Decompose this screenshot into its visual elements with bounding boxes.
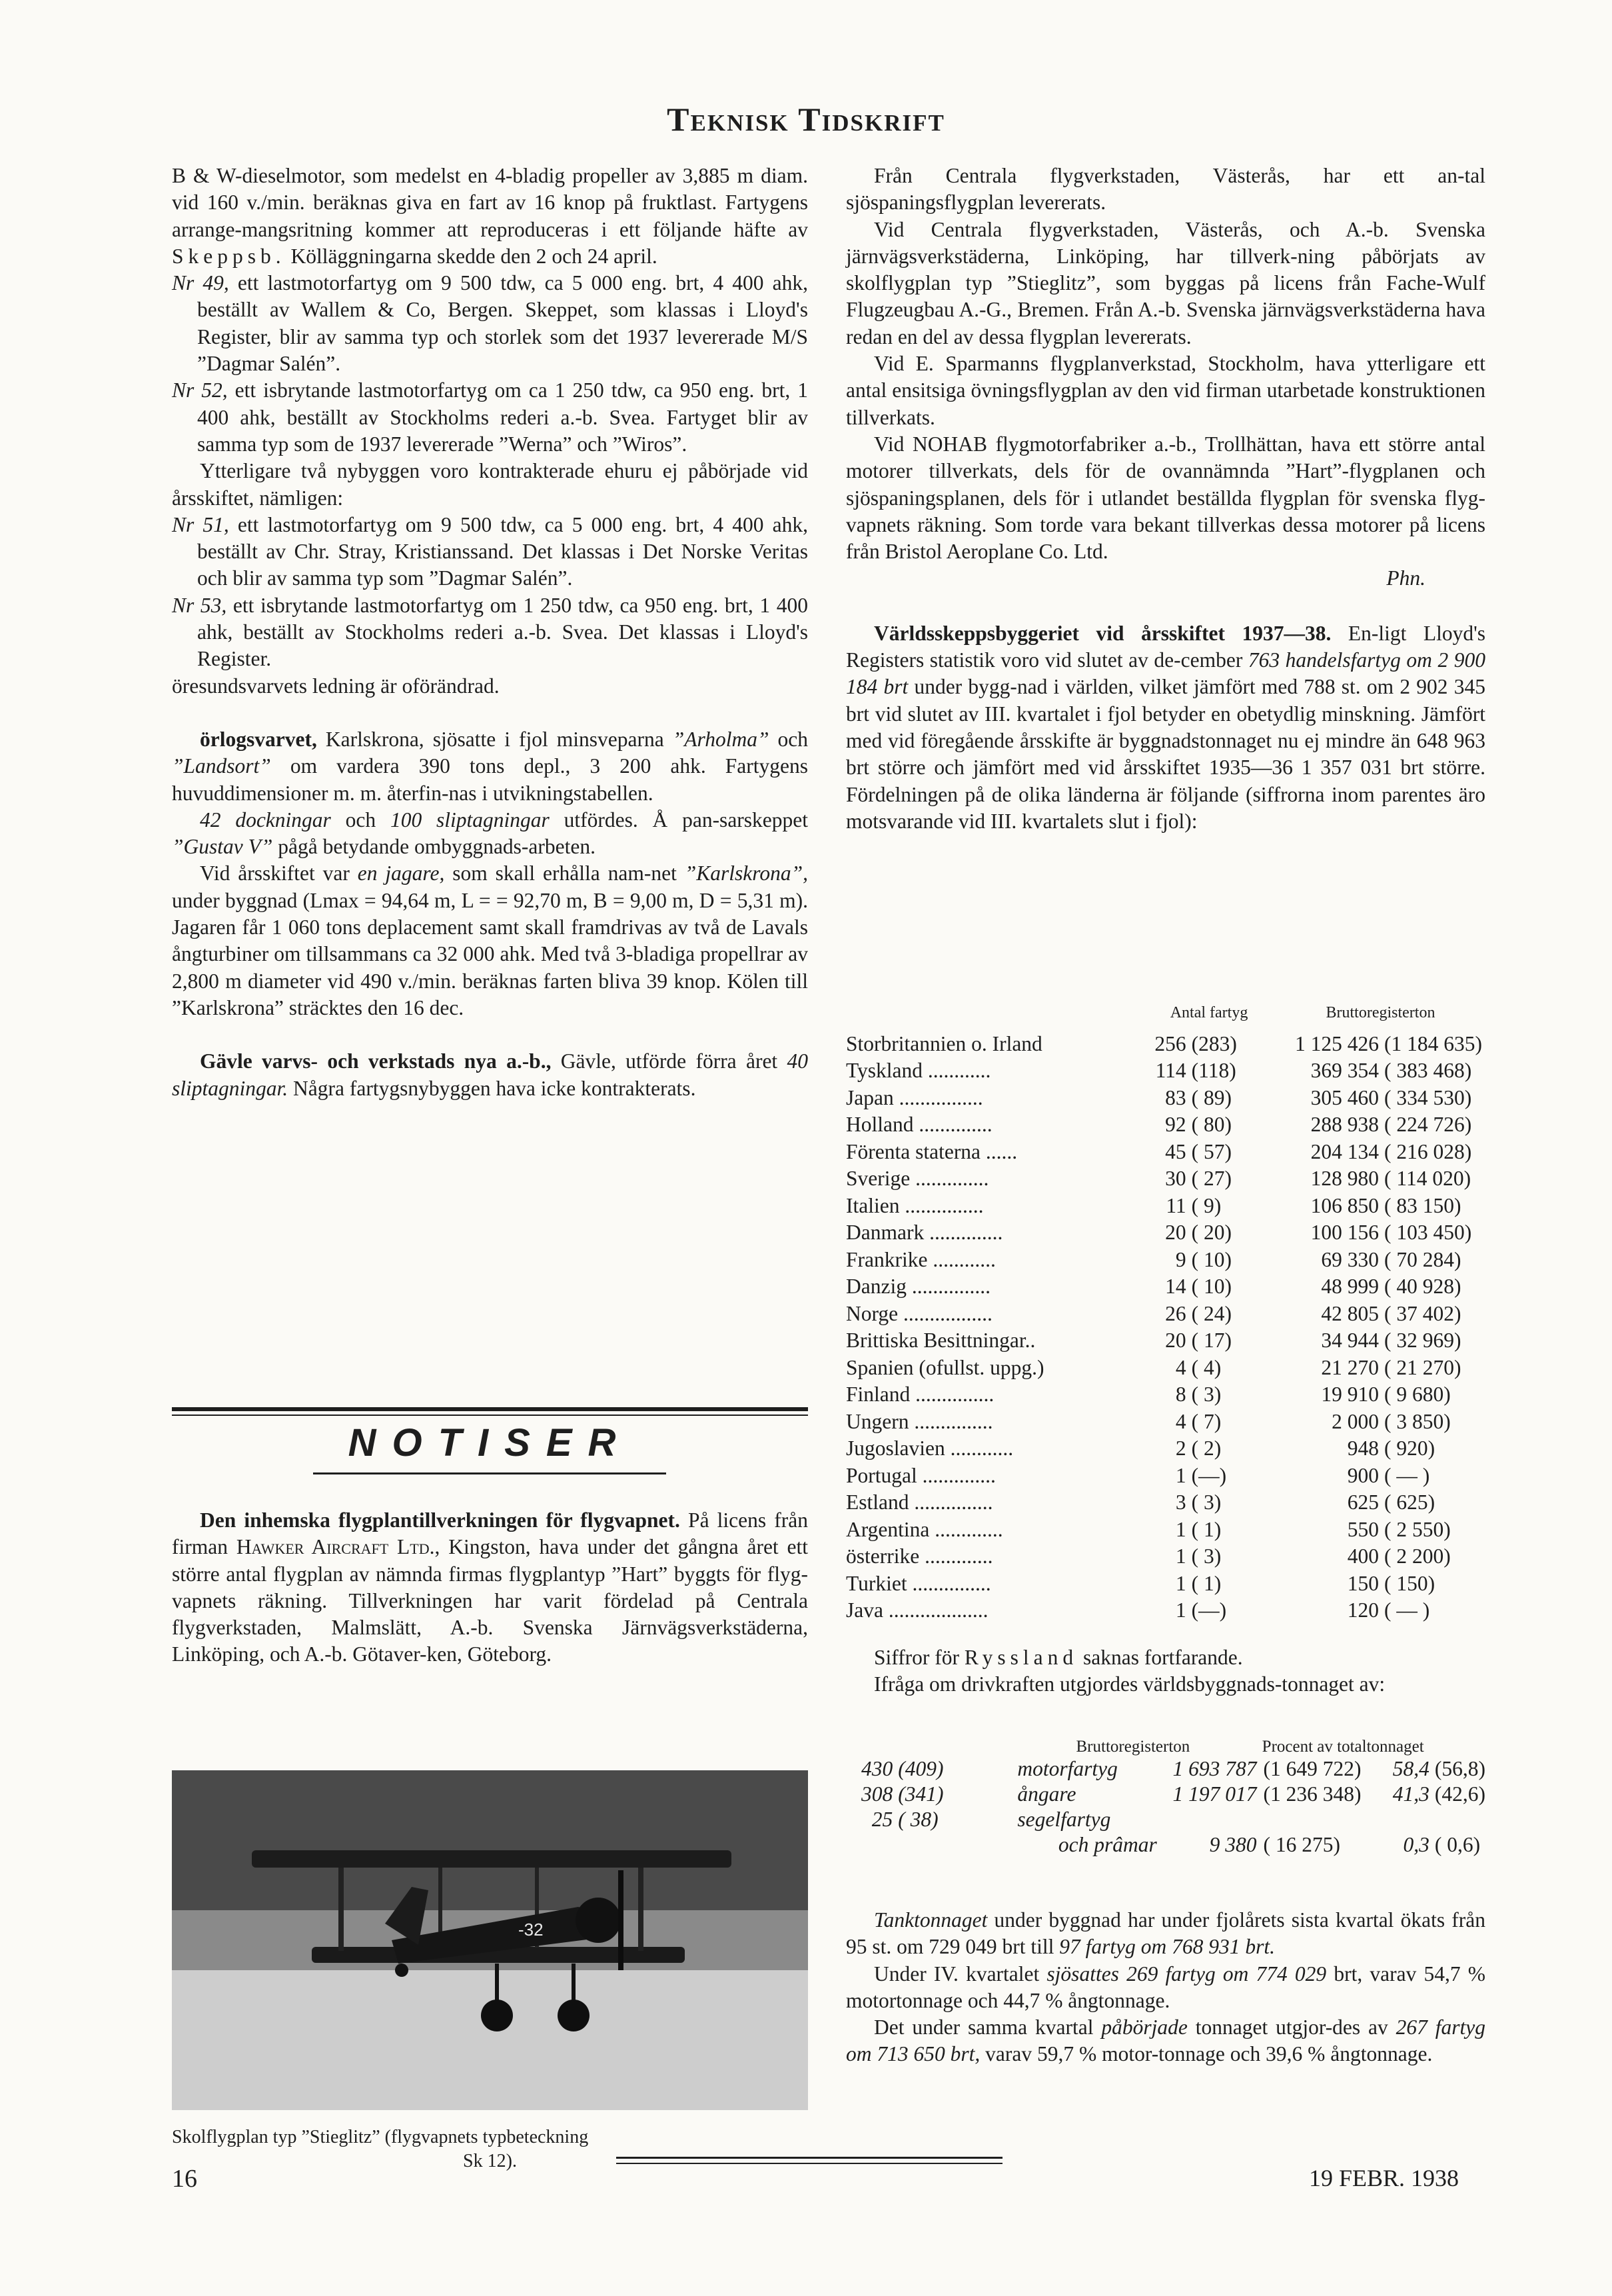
cell-brt-prev: ( 216 028) [1384,1139,1472,1163]
table-row [846,1085,1482,1112]
cell-country: Jugoslavien ............ [846,1436,1014,1460]
paragraph: Siffror för Ryssland saknas fortfarande. [874,1646,1243,1669]
cell-brt: 128 980 [1310,1167,1379,1190]
cell-count: 9 [1175,1247,1186,1271]
drive-row [846,1756,1485,1782]
cell-brt-prev: ( 920) [1384,1436,1435,1460]
cell-brt-prev: ( 3 850) [1384,1409,1451,1433]
cell-brt: 21 270 [1321,1355,1379,1379]
cell-drive-count: 430 [861,1757,893,1780]
cell-drive-type: ångare [1017,1782,1076,1806]
paragraph: Vid Centrala flygverkstaden, Västerås, och A.-b. Svenska järnvägsverkstäderna, Linköping, har tillverk-ning påbörjats av skolflygplan typ ”Stieglitz”, som byggas på licens från Fache-Wulf Flugzeugbau A.-G., Bremen. Från A.-b. Svenska järnvägsverkstäderna hava redan en del av dessa flygplan levererats. [846,217,1485,348]
cell-count: 83 [1165,1085,1186,1109]
cell-count: 3 [1175,1490,1186,1514]
paragraph: Den inhemska flygplantillverkningen för flygvapnet. På licens från firman Hawker Aircraft Ltd., Kingston, hava under det gångna året ett större antal flygplan av nämnda firmas flygplantyp ”Hart” byggts för flyg-vapnets räkning. Tillverkningen har varit fördelad på Centrala flygverkstaden, Malmslätt, A.-b. Svenska Järnvägsverkstäderna, Linköping, och A.-b. Götaver-ken, Göteborg. [172,1508,809,1666]
cell-count-prev: ( 3) [1191,1490,1222,1514]
cell-count: 1 [1175,1571,1186,1595]
cell-drive-count: 308 [861,1782,893,1806]
cell-country: Italien ............... [846,1193,984,1217]
col-header-brt: Bruttoregisterton [1326,1004,1435,1021]
cell-drive-type: segelfartyg [1017,1808,1111,1831]
cell-country: Portugal .............. [846,1463,996,1487]
drive-row [846,1807,1485,1832]
cell-count-prev: ( 10) [1191,1275,1232,1298]
cell-drive-pct [1380,1807,1429,1832]
cell-brt: 204 134 [1310,1139,1379,1163]
cell-country: Java ................... [846,1598,989,1622]
cell-drive-brt: 1 197 017 [1172,1782,1257,1806]
table-row [846,1570,1482,1598]
paragraph: Vid årsskiftet var en jagare, som skall erhålla nam-net ”Karlskrona”, under byggnad (Lmax = 94,64 m, L = = 92,70 m, B = 9,00 m, D = 5,31 m). Jagaren får 1 060 tons deplacement samt skall framdrivas av två de Lavals ångturbiner om tillsammans ca 32 000 ahk. Med två 3-bladiga propellrar av 2,800 m diameter vid 490 v./min. beräknas farten bliva 39 knop. Kölen till ”Karlskrona” sträcktes den 16 dec. [172,861,808,1019]
cell-country: Ungern ............... [846,1409,993,1433]
cell-brt-prev: ( 40 928) [1384,1275,1461,1298]
newbuild-nr53: Nr 53, ett isbrytande lastmotorfartyg om 1 250 tdw, ca 950 eng. brt, 1 400 ahk, beställt av Stockholms rederi a.-b. Svea. Det klassas i Lloyd's Register. [172,593,808,671]
cell-count: 1 [1175,1544,1186,1568]
cell-brt-prev: ( — ) [1384,1463,1430,1487]
cell-brt: 150 [1347,1571,1379,1595]
cell-country: Danzig ............... [846,1275,991,1298]
cell-count: 30 [1165,1167,1186,1190]
cell-country: Frankrike ............ [846,1247,996,1271]
cell-country: Tyskland ............ [846,1059,991,1082]
cell-count-prev: ( 17) [1191,1329,1232,1352]
cell-brt-prev: ( 334 530) [1384,1085,1472,1109]
cell-drive-count: 25 [871,1808,893,1831]
drive-row [846,1782,1485,1807]
cell-brt-prev: ( — ) [1384,1598,1430,1622]
cell-drive-count [846,1832,893,1858]
cell-count: 26 [1165,1301,1186,1325]
cell-brt-prev: ( 625) [1384,1490,1435,1514]
cell-drive-type: och prâmar [1058,1833,1157,1856]
cell-count-prev: ( 1) [1191,1517,1222,1541]
col-header-drive-brt: Bruttoregisterton [1076,1738,1190,1756]
cell-country: Danmark .............. [846,1221,1003,1244]
cell-brt: 1 125 426 [1295,1031,1379,1055]
cell-drive-count-prev: (409) [898,1757,944,1780]
cell-country: Estland ............... [846,1490,993,1514]
table-row [846,1327,1482,1355]
drive-row [846,1832,1485,1858]
cell-count-prev: (283) [1191,1031,1237,1055]
cell-drive-brt-prev: ( 16 275) [1263,1833,1340,1856]
table-row [846,1301,1482,1328]
cell-count-prev: (118) [1191,1059,1236,1082]
cell-drive-pct-prev: (56,8) [1434,1757,1485,1780]
paragraph: B & W-dieselmotor, som medelst en 4-bladig propeller av 3,885 m diam. vid 160 v./min. beräknas giva en fart av 16 knop på fruktlast. Fartygens arrange-mangsritning kommer att reproduceras i ett följande häfte av Skeppsb. Kölläggningarna skedde den 2 och 24 april. [172,164,808,268]
drive-table [846,1738,1485,1858]
table-row [846,1273,1482,1301]
cell-brt: 369 354 [1310,1059,1379,1082]
right-column-bottom [846,1907,1485,2068]
cell-brt-prev: ( 150) [1384,1571,1435,1595]
cell-count-prev: ( 1) [1191,1571,1222,1595]
photo-caption-line2: Sk 12). [463,2151,517,2171]
cell-count-prev: ( 27) [1191,1167,1232,1190]
notiser-heading: NOTISER [348,1421,632,1464]
signature: Phn. [1386,566,1425,590]
cell-brt-prev: ( 224 726) [1384,1113,1472,1136]
cell-brt: 900 [1347,1463,1379,1487]
cell-count-prev: (—) [1191,1598,1227,1622]
paragraph: Ifråga om drivkraften utgjordes världsbyggnads-tonnaget av: [874,1672,1386,1696]
cell-brt: 2 000 [1332,1409,1379,1433]
cell-brt-prev: ( 103 450) [1384,1221,1472,1244]
table-row [846,1435,1482,1462]
table-row [846,1543,1482,1570]
cell-drive-pct-prev: (42,6) [1434,1782,1485,1806]
newbuild-nr52: Nr 52, ett isbrytande lastmotorfartyg om ca 1 250 tdw, ca 950 eng. brt, 1 400 ahk, beställt av Stockholms rederi a.-b. Svea. Fartyget blir av samma typ som de 1937 levererade ”Werna” och ”Wiros”. [172,378,808,456]
cell-brt-prev: (1 184 635) [1384,1031,1482,1055]
table-row [846,1165,1482,1193]
cell-brt-prev: ( 70 284) [1384,1247,1461,1271]
cell-brt: 100 156 [1310,1221,1379,1244]
flyg-article [172,1507,808,1668]
cell-drive-pct: 58,4 [1392,1757,1429,1780]
cell-brt-prev: ( 2 200) [1384,1544,1451,1568]
col-header-count: Antal fartyg [1170,1004,1248,1021]
cell-brt-prev: ( 32 969) [1384,1329,1461,1352]
cell-drive-pct-prev: ( 0,6) [1434,1833,1481,1856]
cell-country: österrike ............. [846,1544,993,1568]
cell-country: Brittiska Besittningar.. [846,1329,1036,1352]
cell-brt-prev: ( 2 550) [1384,1517,1451,1541]
cell-drive-count-prev [893,1832,1009,1858]
table-row [846,1057,1482,1085]
paragraph: Det under samma kvartal påbörjade tonnaget utgjor-des av 267 fartyg om 713 650 brt, varav 59,7 % motor-tonnage och 39,6 % ångtonnage. [846,2015,1486,2066]
issue-date: 19 FEBR. 1938 [1309,2165,1459,2191]
cell-brt: 106 850 [1310,1193,1379,1217]
paragraph: Under IV. kvartalet sjösattes 269 fartyg om 774 029 brt, varav 54,7 % motortonnage och 44,7 % ångtonnage. [846,1962,1485,2012]
photo-caption-line1: Skolflygplan typ ”Stieglitz” (flygvapnets typbeteckning [172,2127,589,2147]
paragraph: 42 dockningar och 100 sliptagningar utfördes. Å pan-sarskeppet ”Gustav V” pågå betydande ombyggnads-arbeten. [172,808,809,859]
table-row [846,1516,1482,1544]
cell-brt-prev: ( 114 020) [1384,1167,1471,1190]
cell-count: 1 [1175,1598,1186,1622]
table-row [846,1111,1482,1139]
section-rule [172,1415,808,1416]
cell-brt: 48 999 [1321,1275,1379,1298]
right-column [846,163,1485,835]
cell-country: Förenta staterna ...... [846,1139,1018,1163]
cell-brt: 400 [1347,1544,1379,1568]
left-column [172,163,808,1102]
cell-count-prev: ( 3) [1191,1544,1222,1568]
right-column-lower [846,1644,1485,1698]
cell-brt-prev: ( 383 468) [1384,1059,1472,1082]
cell-count-prev: (—) [1191,1463,1227,1487]
cell-count: 8 [1175,1383,1186,1406]
cell-brt: 305 460 [1310,1085,1379,1109]
paragraph: öresundsvarvets ledning är oförändrad. [172,674,500,698]
cell-brt: 550 [1347,1517,1379,1541]
cell-brt: 948 [1347,1436,1379,1460]
aircraft-marking: -32 [518,1920,544,1940]
cell-count-prev: ( 80) [1191,1113,1232,1136]
table-row [846,1247,1482,1274]
cell-drive-brt: 9 380 [1209,1833,1257,1856]
cell-count: 20 [1165,1221,1186,1244]
cell-count-prev: ( 20) [1191,1221,1232,1244]
cell-country: Turkiet ............... [846,1571,991,1595]
orlogsvarvet-paragraph: örlogsvarvet, Karlskrona, sjösatte i fjol minsveparna ”Arholma” och ”Landsort” om vardera 390 tons depl., 3 200 ahk. Fartygens huvuddimensioner m. m. återfin-nas i utvikningstabellen. [172,727,809,805]
footer-rule [616,2163,1003,2164]
cell-count: 4 [1175,1409,1186,1433]
tonnage-table [846,999,1485,1624]
cell-count-prev: ( 89) [1191,1085,1232,1109]
paragraph: Vid NOHAB flygmotorfabriker a.-b., Trollhättan, hava ett större antal motorer tillverkats, dels för de ovannämnda ”Hart”-flygplanen och sjöspaningsplanen, dels för i utlandet beställda flygplan för svenska flyg-vapnets räkning. Som torde vara bekant tillverkas dessa motorer på licens från Bristol Aeroplane Co. Ltd. [846,432,1485,564]
cell-drive-pct: 41,3 [1392,1782,1429,1806]
cell-brt-prev: ( 37 402) [1384,1301,1461,1325]
biplane-illustration [172,1770,808,2110]
cell-brt: 42 805 [1321,1301,1379,1325]
section-rule [313,1472,666,1474]
cell-country: Storbritannien o. Irland [846,1031,1042,1055]
footer-rule [616,2157,1003,2159]
cell-drive-brt-prev [1256,1807,1380,1832]
paragraph: Tanktonnaget under byggnad har under fjolårets sista kvartal ökats från 95 st. om 729 049 brt till 97 fartyg om 768 931 brt. [846,1908,1485,1959]
biplane-photo [172,1770,808,2110]
cell-count: 4 [1175,1355,1186,1379]
cell-count: 2 [1175,1436,1186,1460]
col-header-drive-pct: Procent av totaltonnaget [1262,1738,1424,1756]
cell-brt-prev: ( 83 150) [1384,1193,1461,1217]
masthead: Teknisk Tidskrift [667,101,945,138]
cell-count: 114 [1155,1059,1186,1082]
cell-count: 1 [1175,1463,1186,1487]
table-row [846,1381,1482,1409]
cell-count-prev: ( 4) [1191,1355,1222,1379]
cell-country: Finland ............... [846,1383,995,1406]
cell-drive-brt-prev: (1 649 722) [1263,1757,1362,1780]
table-row [846,1139,1482,1166]
cell-drive-type: motorfartyg [1017,1757,1118,1780]
cell-brt: 120 [1347,1598,1379,1622]
cell-brt: 19 910 [1321,1383,1379,1406]
cell-brt-prev: ( 9 680) [1384,1383,1451,1406]
table-row [846,1489,1482,1516]
cell-drive-pct: 0,3 [1403,1833,1429,1856]
cell-count: 20 [1165,1329,1186,1352]
cell-country: Norge ................. [846,1301,993,1325]
newbuild-nr51: Nr 51, ett lastmotorfartyg om 9 500 tdw, ca 5 000 eng. brt, 4 400 ahk, beställt av Chr. Stray, Kristianssand. Det klassas i Det Norske Veritas och blir av samma typ som ”Dagmar Salén”. [172,512,808,590]
cell-count: 1 [1175,1517,1186,1541]
cell-country: Sverige .............. [846,1167,989,1190]
cell-count: 256 [1154,1031,1186,1055]
table-row [846,1355,1482,1382]
cell-drive-brt-prev: (1 236 348) [1263,1782,1362,1806]
cell-country: Spanien (ofullst. uppg.) [846,1355,1044,1379]
cell-count-prev: ( 9) [1191,1193,1222,1217]
cell-brt: 34 944 [1321,1329,1379,1352]
table-row [846,1409,1482,1436]
table-row [846,1462,1482,1490]
section-rule [172,1407,808,1411]
cell-brt: 288 938 [1310,1113,1379,1136]
cell-drive-brt [1157,1807,1257,1832]
cell-drive-count-prev: (341) [898,1782,944,1806]
cell-count-prev: ( 24) [1191,1301,1232,1325]
cell-count: 92 [1165,1113,1186,1136]
cell-count-prev: ( 3) [1191,1383,1222,1406]
cell-brt: 69 330 [1321,1247,1379,1271]
cell-brt-prev: ( 21 270) [1384,1355,1461,1379]
cell-drive-brt: 1 693 787 [1172,1757,1257,1780]
table-row [846,1597,1482,1624]
newbuild-nr49: Nr 49, ett lastmotorfartyg om 9 500 tdw, ca 5 000 eng. brt, 4 400 ahk, beställt av Wallem & Co, Bergen. Skeppet, som klassas i Lloyd's Register, blir av samma typ och storlek som det 1937 levererade M/S ”Dagmar Salén”. [172,271,808,376]
cell-count: 14 [1165,1275,1186,1298]
cell-count-prev: ( 57) [1191,1139,1232,1163]
cell-drive-count-prev: ( 38) [898,1808,939,1831]
cell-country: Argentina ............. [846,1517,1003,1541]
cell-count-prev: ( 2) [1191,1436,1222,1460]
paragraph: Vid E. Sparmanns flygplanverkstad, Stockholm, hava ytterligare ett antal ensitsiga övningsflygplan av den vid firman utarbetade konstruktionen tillverkats. [846,352,1485,429]
cell-drive-pct-prev [1429,1807,1485,1832]
table-row [846,1031,1482,1058]
cell-country: Holland .............. [846,1113,993,1136]
cell-brt: 625 [1347,1490,1379,1514]
table-row [846,1193,1482,1220]
page-number: 16 [172,2165,197,2193]
cell-count: 11 [1166,1193,1186,1217]
paragraph: Ytterligare två nybyggen voro kontrakterade ehuru ej påbörjade vid årsskiftet, nämligen: [172,459,808,510]
varldsskeppsbyggeriet-paragraph: Världsskeppsbyggeriet vid årsskiftet 1937—38. En-ligt Lloyd's Registers statistik voro vid slutet av de-cember 763 handelsfartyg om 2 900 184 brt under bygg-nad i världen, vilket jämfört med 788 st. om 2 902 345 brt vid slutet av III. kvartalet i fjol betyder en obetydlig minskning. Jämfört med vid föregående årsskifte är byggnadstonnaget nu ej mindre än 648 963 brt större och jämfört med vid årsskiftet 1935—36 1 357 031 brt större. Fördelningen på de olika länderna är följande (siffrorna inom parentes äro motsvarande vid III. kvartalets slut i fjol): [846,621,1486,833]
cell-count: 45 [1165,1139,1186,1163]
cell-count-prev: ( 10) [1191,1247,1232,1271]
table-row [846,1219,1482,1247]
gavle-paragraph: Gävle varvs- och verkstads nya a.-b., Gävle, utförde förra året 40 sliptagningar. Några fartygsnybyggen hava icke kontrakterats. [172,1049,809,1100]
cell-count-prev: ( 7) [1191,1409,1222,1433]
cell-country: Japan ................ [846,1085,983,1109]
paragraph: Från Centrala flygverkstaden, Västerås, har ett an-tal sjöspaningsflygplan levererats. [846,164,1485,215]
